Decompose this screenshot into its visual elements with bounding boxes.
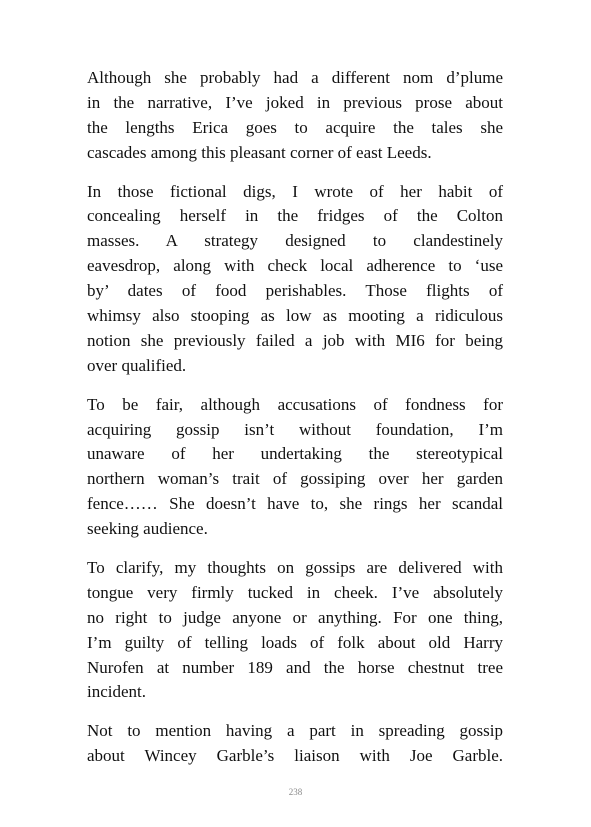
text-line: tongue very firmly tucked in cheek. I’ve absolutely <box>87 582 503 602</box>
text-line: over qualified. <box>87 355 187 375</box>
text-line: Although she probably had a different nom d’plume <box>87 68 503 87</box>
text-line: notion she previously failed a job with MI6 for being <box>87 330 503 350</box>
text-line: To be fair, although accusations of fondness for <box>87 394 503 414</box>
text-line: I’m guilty of telling loads of folk about old Harry <box>87 632 503 652</box>
text-line: in the narrative, I’ve joked in previous prose about <box>87 92 503 112</box>
text-line: eavesdrop, along with check local adherence to ‘use <box>87 256 503 276</box>
text-line: unaware of her undertaking the stereotypical <box>87 444 503 464</box>
text-line: the lengths Erica goes to acquire the tales she <box>87 117 503 137</box>
text-line: no right to judge anyone or anything. For one thing, <box>87 607 503 627</box>
text-line: northern woman’s trait of gossiping over her garden <box>87 469 503 489</box>
text-line: acquiring gossip isn’t without foundation, I’m <box>87 419 503 439</box>
text-line: In those fictional digs, I wrote of her habit of <box>87 181 503 201</box>
text-line: about Wincey Garble’s liaison with Joe Garble. <box>87 746 503 766</box>
body-text <box>87 66 503 783</box>
paragraph-4 <box>87 556 503 705</box>
page-number: 238 <box>288 787 303 797</box>
paragraph-2 <box>87 180 503 379</box>
text-line: masses. A strategy designed to clandestinely <box>87 231 503 251</box>
text-line: Nurofen at number 189 and the horse chestnut tree <box>87 657 503 677</box>
text-line: incident. <box>87 682 147 702</box>
text-line: fence…… She doesn’t have to, she rings her scandal <box>87 494 503 514</box>
text-line: To clarify, my thoughts on gossips are delivered with <box>87 558 503 578</box>
text-line: seeking audience. <box>87 519 208 539</box>
text-line: by’ dates of food perishables. Those flights of <box>87 281 503 301</box>
paragraph-1 <box>87 66 503 166</box>
paragraph-5 <box>87 719 503 769</box>
text-line: cascades among this pleasant corner of east Leeds. <box>87 142 432 162</box>
text-line: Not to mention having a part in spreading gossip <box>87 721 503 741</box>
paragraph-3 <box>87 393 503 542</box>
text-line: whimsy also stooping as low as mooting a ridiculous <box>87 306 503 326</box>
text-line: concealing herself in the fridges of the Colton <box>87 206 503 226</box>
